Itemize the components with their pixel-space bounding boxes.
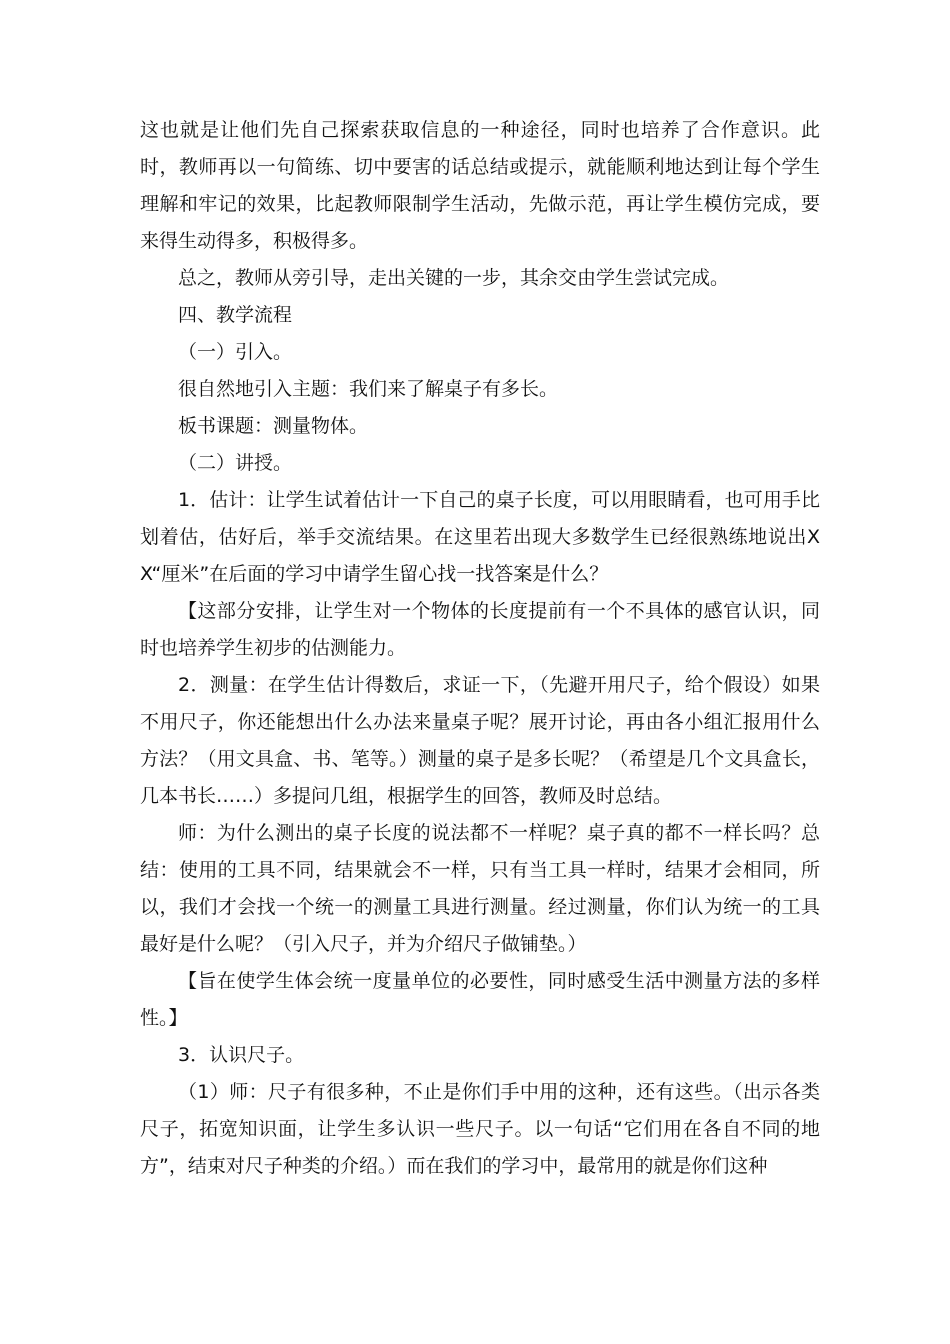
document-body: [140, 112, 820, 1185]
subheading-teaching: （二）讲授。: [178, 452, 293, 474]
paragraph-introduce-topic: 很自然地引入主题：我们来了解桌子有多长。: [178, 378, 559, 400]
section-heading-teaching-process: 四、教学流程: [178, 304, 293, 326]
paragraph-blackboard-title: 板书课题：测量物体。: [178, 415, 369, 437]
paragraph-ruler-types: （1）师：尺子有很多种，不止是你们手中用的这种，还有这些。（出示各类尺子，拓宽知识面，让学生多认识一些尺子。以一句话“它们用在各自不同的地方”，结束对尺子种类的介绍。）而在我们的学习中，最常用的就是你们这种: [140, 1081, 820, 1177]
note-unit-purpose: 【旨在使学生体会统一度量单位的必要性，同时感受生活中测量方法的多样性。】: [140, 970, 820, 1029]
paragraph-summary: 总之，教师从旁引导，走出关键的一步，其余交由学生尝试完成。: [178, 267, 730, 289]
paragraph-teacher-question: 师：为什么测出的桌子长度的说法都不一样呢？桌子真的都不一样长吗？总结：使用的工具不同，结果就会不一样，只有当工具一样时，结果才会相同，所以，我们才会找一个统一的测量工具进行测量。经过测量，你们认为统一的工具最好是什么呢？（引入尺子，并为介绍尺子做铺垫。）: [140, 822, 820, 955]
paragraph-measure: 2．测量：在学生估计得数后，求证一下，（先避开用尺子，给个假设）如果不用尺子，你还能想出什么办法来量桌子呢？展开讨论，再由各小组汇报用什么方法？（用文具盒、书、笔等。）测量的桌子是多长呢？（希望是几个文具盒长，几本书长……）多提问几组，根据学生的回答，教师及时总结。: [140, 674, 820, 807]
subheading-know-ruler: 3．认识尺子。: [178, 1044, 305, 1066]
subheading-introduction: （一）引入。: [178, 341, 293, 363]
paragraph-estimate: 1．估计：让学生试着估计一下自己的桌子长度，可以用眼睛看，也可用手比划着估，估好后，举手交流结果。在这里若出现大多数学生已经很熟练地说出XX“厘米”在后面的学习中请学生留心找一找答案是什么？: [140, 489, 820, 585]
note-estimate-purpose: 【这部分安排，让学生对一个物体的长度提前有一个不具体的感官认识，同时也培养学生初步的估测能力。: [140, 600, 820, 659]
paragraph-continuation: 这也就是让他们先自己探索获取信息的一种途径，同时也培养了合作意识。此时，教师再以一句简练、切中要害的话总结或提示，就能顺利地达到让每个学生理解和牢记的效果，比起教师限制学生活动，先做示范，再让学生模仿完成，要来得生动得多，积极得多。: [140, 119, 820, 252]
